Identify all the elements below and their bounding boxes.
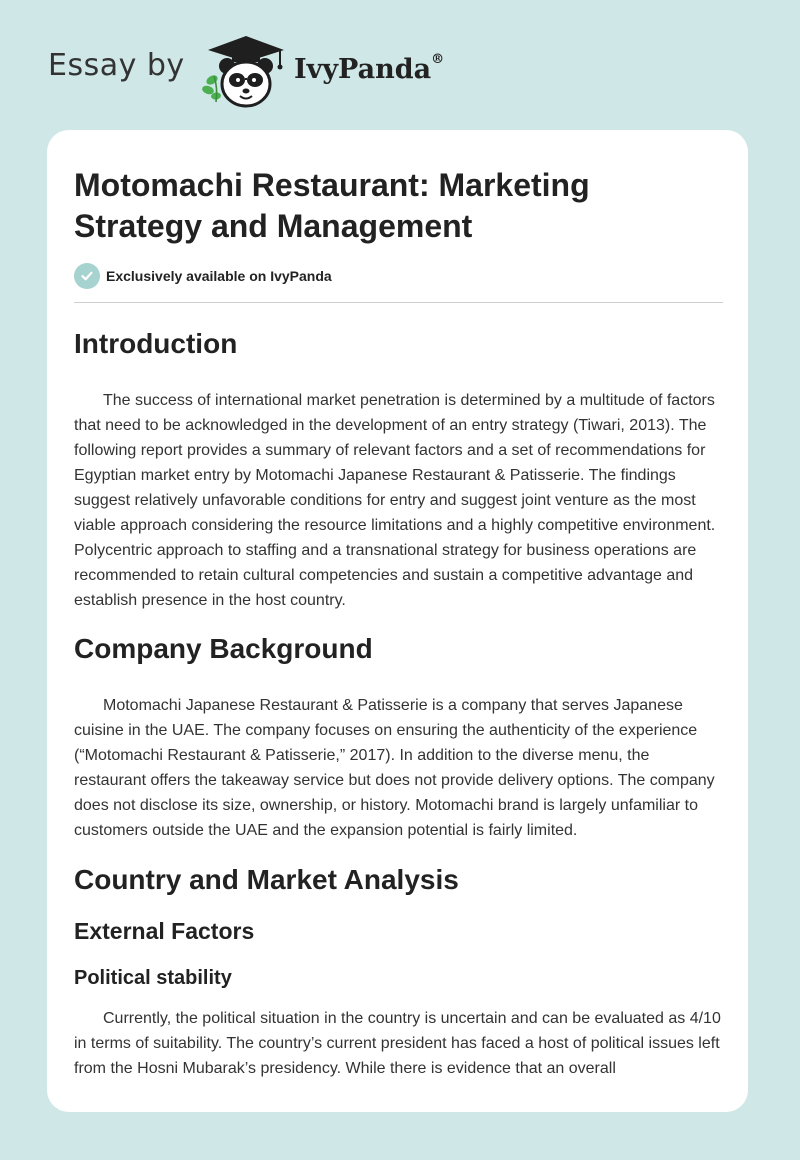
subheading-external-factors: External Factors [74, 918, 255, 944]
article-card [47, 130, 748, 1112]
paragraph-political-stability: Currently, the political situation in the country is uncertain and can be evaluated as 4/10 in terms of suitability. The country’s current president has faced a host of political issues left from the Hosni Mubarak’s presidency. While there is evidence that an overall [74, 1010, 721, 1077]
paragraph-introduction: The success of international market penetration is determined by a multitude of factors that need to be acknowledged in the development of an entry strategy (Tiwari, 2013). The following report provides a summary of relevant factors and a set of recommendations for Egyptian market entry by Motomachi Japanese Restaurant & Patisserie. The findings suggest relatively unfavorable conditions for entry and suggest joint venture as the most viable approach considering the resource limitations and a highly competitive environment. Polycentric approach to staffing and a transnational strategy for business operations are recommended to retain cultural competencies and sustain a competitive advantage and establish presence in the host country. [74, 392, 716, 609]
section-heading-country-market: Country and Market Analysis [74, 864, 459, 895]
exclusive-badge [74, 262, 332, 290]
section-heading-company-background: Company Background [74, 633, 373, 664]
ivypanda-logo-icon[interactable] [200, 34, 292, 110]
subheading-political-stability: Political stability [74, 967, 232, 989]
title-divider [74, 302, 723, 303]
section-heading-introduction: Introduction [74, 328, 238, 359]
paragraph-company-background: Motomachi Japanese Restaurant & Patisserie is a company that serves Japanese cuisine in the UAE. The company focuses on ensuring the authenticity of the experience (“Motomachi Restaurant & Patisserie,” 2017). In addition to the diverse menu, the restaurant offers the takeaway service but does not provide delivery options. The company does not disclose its size, ownership, or history. Motomachi brand is largely unfamiliar to customers outside the UAE and the expansion potential is fairly limited. [74, 697, 715, 839]
site-header [0, 0, 800, 120]
brand-name[interactable]: IvyPanda® [294, 52, 445, 85]
exclusive-label: Exclusively available on IvyPanda [106, 268, 332, 284]
check-icon [74, 263, 100, 289]
article-title: Motomachi Restaurant: Marketing Strategy and Management [74, 167, 590, 244]
article-body [74, 320, 724, 1081]
essay-by-label: Essay by [48, 48, 185, 83]
registered-mark: ® [431, 52, 445, 67]
